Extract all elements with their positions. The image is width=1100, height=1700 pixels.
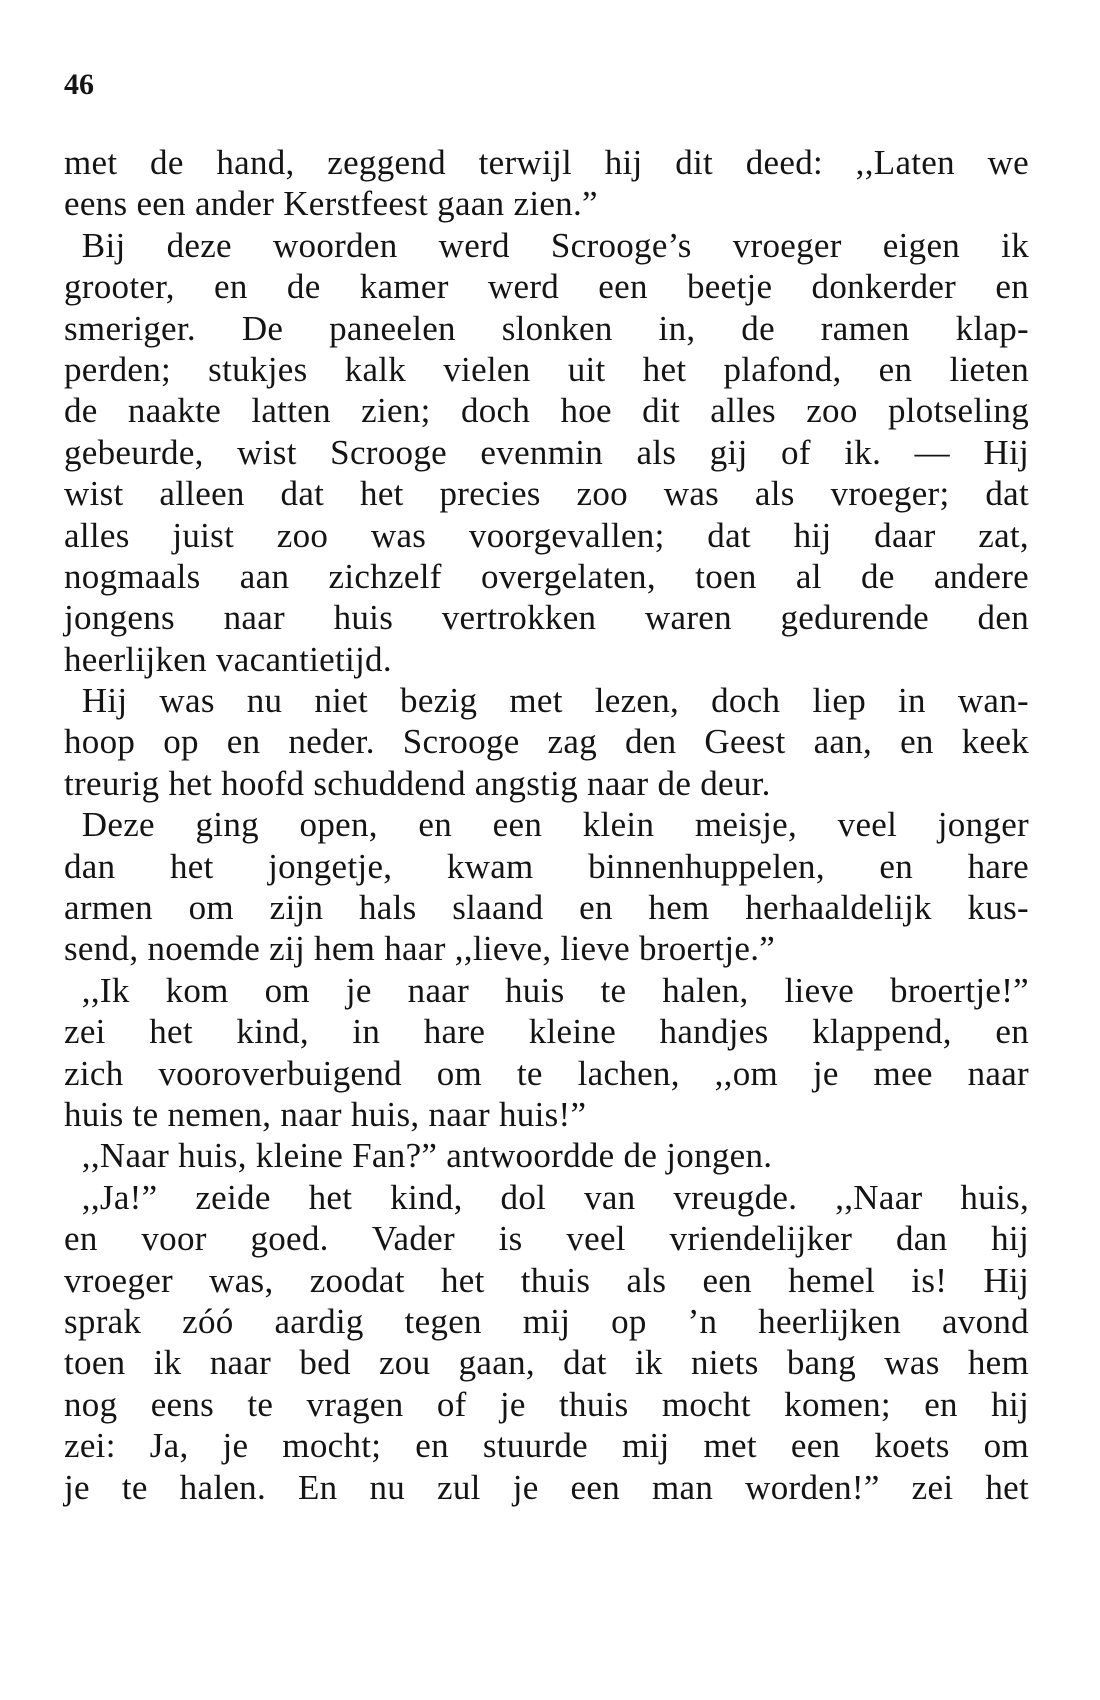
text-line: zei: Ja, je mocht; en stuurde mij met een koets om (64, 1426, 1029, 1466)
body-text (64, 142, 1029, 1508)
page-number: 46 (64, 68, 94, 101)
text-line: Hij was nu niet bezig met lezen, doch liep in wan- (64, 681, 1029, 721)
text-line: dan het jongetje, kwam binnenhuppelen, en hare (64, 846, 1029, 886)
text-line: Bij deze woorden werd Scrooge’s vroeger eigen ik (64, 225, 1029, 265)
text-line: ,,Ja!” zeide het kind, dol van vreugde. ,,Naar huis, (64, 1177, 1029, 1217)
text-line: grooter, en de kamer werd een beetje donkerder en (64, 267, 1029, 307)
text-line: sprak zóó aardig tegen mij op ’n heerlijken avond (64, 1301, 1029, 1341)
text-line: vroeger was, zoodat het thuis als een hemel is! Hij (64, 1260, 1029, 1300)
text-line: nogmaals aan zichzelf overgelaten, toen al de andere (64, 556, 1029, 596)
text-line: gebeurde, wist Scrooge evenmin als gij of ik. — Hij (64, 432, 1029, 472)
text-line: nog eens te vragen of je thuis mocht komen; en hij (64, 1384, 1029, 1424)
text-line: toen ik naar bed zou gaan, dat ik niets bang was hem (64, 1343, 1029, 1383)
text-line: Deze ging open, en een klein meisje, veel jonger (64, 805, 1029, 845)
text-line: met de hand, zeggend terwijl hij dit deed: ,,Laten we (64, 143, 1029, 182)
text-line: perden; stukjes kalk vielen uit het plafond, en lieten (64, 349, 1029, 389)
text-line: zei het kind, in hare kleine handjes klappend, en (64, 1012, 1029, 1052)
text-line: ,,Naar huis, kleine Fan?” antwoordde de jongen. (64, 1136, 773, 1176)
text-line: je te halen. En nu zul je een man worden!” zei het (64, 1467, 1029, 1507)
text-line: wist alleen dat het precies zoo was als vroeger; dat (64, 474, 1029, 514)
text-line: huis te nemen, naar huis, naar huis!” (64, 1094, 587, 1134)
text-line: de naakte latten zien; doch hoe dit alles zoo plotseling (64, 391, 1029, 431)
text-line: heerlijken vacantietijd. (64, 639, 392, 679)
text-line: send, noemde zij hem haar ,,lieve, lieve broertje.” (64, 929, 776, 969)
text-line: jongens naar huis vertrokken waren gedurende den (64, 598, 1029, 638)
text-line: alles juist zoo was voorgevallen; dat hij daar zat, (64, 515, 1029, 555)
text-line: smeriger. De paneelen slonken in, de ramen klap- (64, 308, 1029, 348)
text-line: ,,Ik kom om je naar huis te halen, lieve broertje!” (64, 970, 1029, 1010)
text-line: en voor goed. Vader is veel vriendelijker dan hij (64, 1219, 1029, 1259)
text-line: zich vooroverbuigend om te lachen, ,,om je mee naar (64, 1053, 1029, 1093)
text-line: hoop op en neder. Scrooge zag den Geest aan, en keek (64, 722, 1029, 762)
text-line: treurig het hoofd schuddend angstig naar de deur. (64, 763, 771, 803)
text-line: armen om zijn hals slaand en hem herhaaldelijk kus- (64, 888, 1029, 928)
text-line: eens een ander Kerstfeest gaan zien.” (64, 184, 598, 224)
